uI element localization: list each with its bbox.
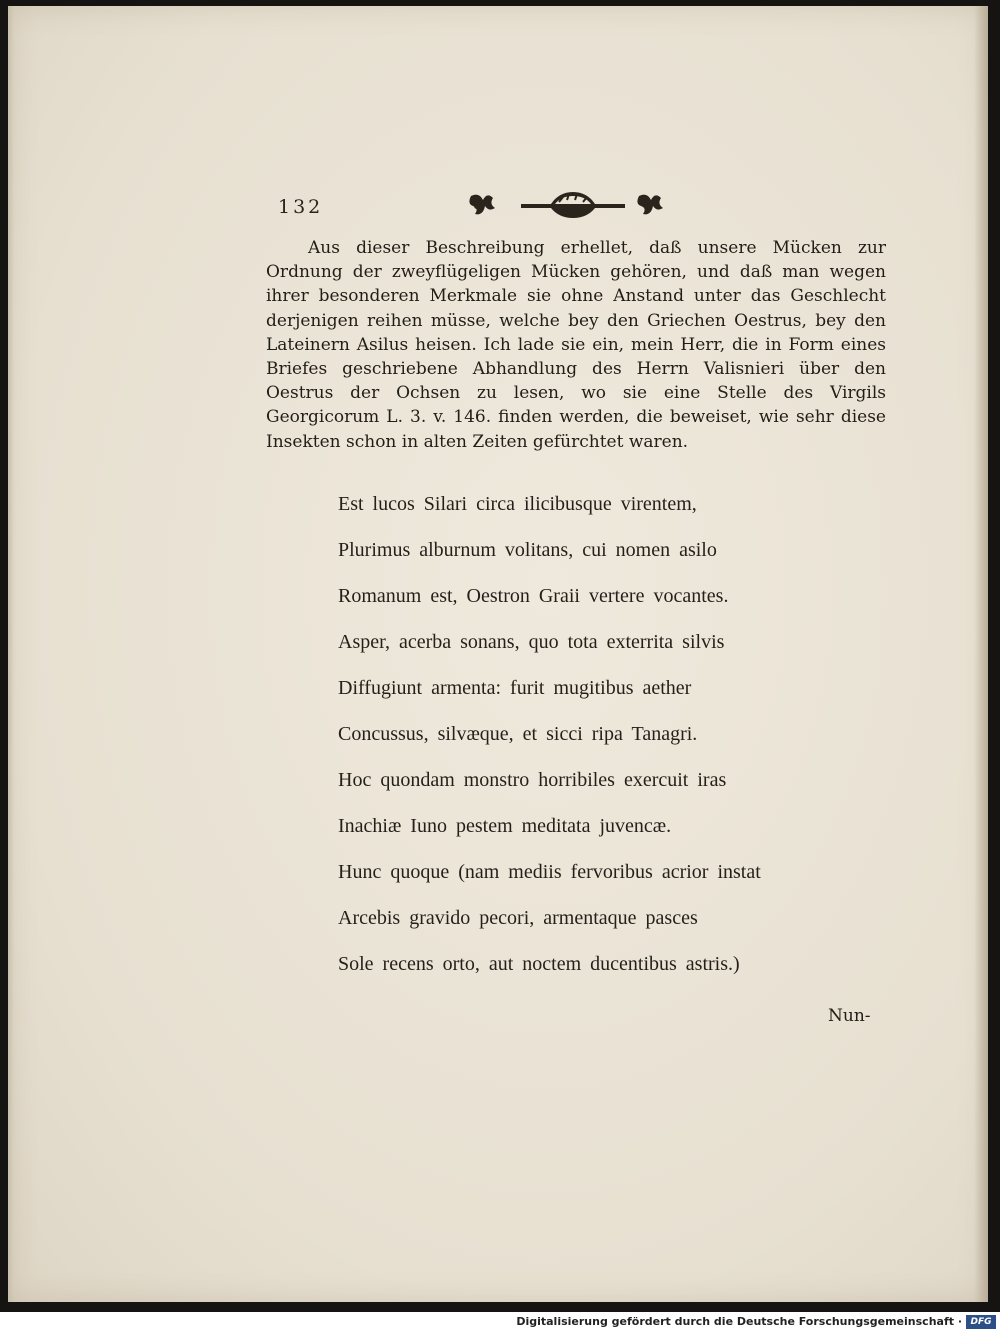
- paragraph-text: Aus dieser Beschreibung erhellet, daß unsere Mücken zur Ordnung der zweyflügeligen Mücken gehören, und daß man wegen ihrer besonderen Merkmale sie ohne Anstand unter das Geschlecht derjenigen reihen müsse, welche bey den Griechen Oestrus, bey den Lateinern Asilus heisen. Ich lade sie ein, mein Herr, die in Form eines Briefes geschriebene Abhandlung des Herrn Valisnieri über den Oestrus der Ochsen zu lesen, wo sie eine Stelle des Virgils Georgicorum L. 3. v. 146. finden werden, die beweiset, wie sehr diese Insekten schon in alten Zeiten gefürchtet waren.: [266, 238, 886, 452]
- prose-paragraph: [266, 236, 886, 454]
- catchword: Nun-: [828, 1006, 871, 1026]
- page-edge-left: [8, 6, 14, 1302]
- verse-line: Arcebis gravido pecori, armentaque pasces: [338, 907, 698, 929]
- ornamental-vignette-icon: [463, 190, 673, 222]
- verse-line: Diffugiunt armenta: furit mugitibus aether: [338, 677, 692, 699]
- verse-line: Romanum est, Oestron Graii vertere vocantes.: [338, 585, 729, 607]
- verse-line: Concussus, silvæque, et sicci ripa Tanagri.: [338, 723, 698, 745]
- page-edge-right: [974, 6, 988, 1302]
- verse-line: Est lucos Silari circa ilicibusque virentem,: [338, 493, 697, 515]
- verse-line: Hoc quondam monstro horribiles exercuit iras: [338, 769, 727, 791]
- funding-credit: Digitalisierung gefördert durch die Deutsche Forschungsgemeinschaft ·: [516, 1315, 962, 1328]
- footer-bar: [0, 1312, 1000, 1333]
- latin-verse: [338, 490, 878, 996]
- dfg-logo: DFG: [966, 1315, 996, 1329]
- page-header: [278, 190, 678, 226]
- page-number: 132: [278, 196, 324, 218]
- verse-line: Asper, acerba sonans, quo tota exterrita silvis: [338, 631, 725, 653]
- verse-line: Plurimus alburnum volitans, cui nomen asilo: [338, 539, 717, 561]
- verse-line: Inachiæ Iuno pestem meditata juvencæ.: [338, 815, 672, 837]
- verse-line: Sole recens orto, aut noctem ducentibus astris.): [338, 953, 740, 975]
- verse-line: Hunc quoque (nam mediis fervoribus acrior instat: [338, 861, 761, 883]
